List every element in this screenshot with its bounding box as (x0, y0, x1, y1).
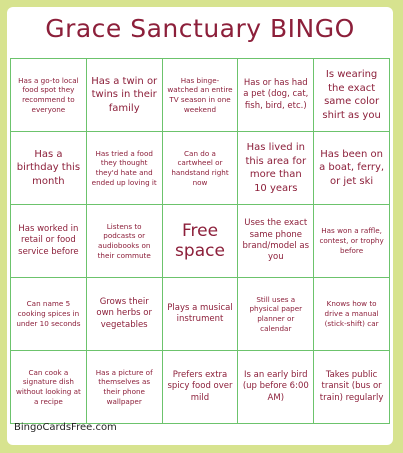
bingo-cell[interactable]: Is wearing the exact same color shirt as you (314, 59, 390, 132)
bingo-cell[interactable]: Has a picture of themselves as their phone wallpaper (87, 351, 163, 424)
bingo-cell[interactable]: Has lived in this area for more than 10 years (238, 132, 314, 205)
footer-credit: BingoCardsFree.com (14, 422, 117, 433)
bingo-cell[interactable]: Can name 5 cooking spices in under 10 seconds (11, 278, 87, 351)
bingo-cell[interactable]: Plays a musical instrument (163, 278, 239, 351)
bingo-cell[interactable]: Takes public transit (bus or train) regularly (314, 351, 390, 424)
bingo-cell[interactable]: Has or has had a pet (dog, cat, fish, bird, etc.) (238, 59, 314, 132)
card-title: Grace Sanctuary BINGO (45, 14, 355, 43)
bingo-cell[interactable]: Has been on a boat, ferry, or jet ski (314, 132, 390, 205)
bingo-cell[interactable]: Has binge-watched an entire TV season in one weekend (163, 59, 239, 132)
bingo-cell[interactable]: Has tried a food they thought they'd hate and ended up loving it (87, 132, 163, 205)
bingo-cell[interactable]: Uses the exact same phone brand/model as you (238, 205, 314, 278)
bingo-grid (10, 58, 390, 424)
bingo-card (7, 7, 393, 445)
bingo-cell[interactable]: Has won a raffle, contest, or trophy before (314, 205, 390, 278)
bingo-cell[interactable]: Prefers extra spicy food over mild (163, 351, 239, 424)
bingo-cell[interactable]: Can cook a signature dish without looking at a recipe (11, 351, 87, 424)
bingo-cell[interactable]: Knows how to drive a manual (stick-shift) car (314, 278, 390, 351)
bingo-cell[interactable]: Grows their own herbs or vegetables (87, 278, 163, 351)
bingo-cell[interactable]: Has a go-to local food spot they recommend to everyone (11, 59, 87, 132)
bingo-cell[interactable]: Has a twin or twins in their family (87, 59, 163, 132)
bingo-cell[interactable]: Has a birthday this month (11, 132, 87, 205)
bingo-cell[interactable]: Still uses a physical paper planner or calendar (238, 278, 314, 351)
bingo-cell[interactable]: Has worked in retail or food service before (11, 205, 87, 278)
bingo-cell[interactable]: Is an early bird (up before 6:00 AM) (238, 351, 314, 424)
bingo-cell[interactable]: Listens to podcasts or audiobooks on their commute (87, 205, 163, 278)
free-space-cell[interactable]: Free space (163, 205, 239, 278)
bingo-cell[interactable]: Can do a cartwheel or handstand right now (163, 132, 239, 205)
